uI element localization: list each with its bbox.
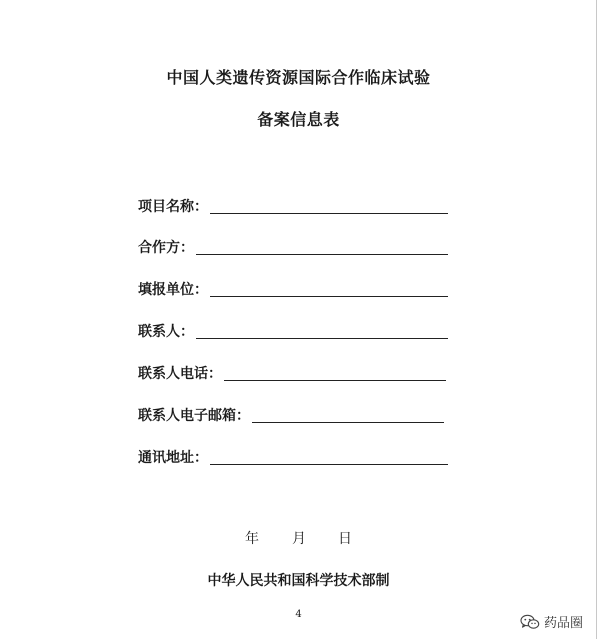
- fill-in-line[interactable]: [196, 338, 448, 339]
- fill-in-line[interactable]: [196, 254, 448, 255]
- fill-in-line[interactable]: [210, 213, 448, 214]
- watermark-text: 药品圈: [543, 616, 583, 631]
- field-reporting-unit: [138, 277, 448, 299]
- field-label: 联系人电话：: [138, 366, 222, 382]
- date-month-label: 月: [292, 531, 306, 547]
- field-label: 联系人电子邮箱：: [138, 408, 250, 424]
- fill-in-line[interactable]: [210, 296, 448, 297]
- document-subtitle: 备案信息表: [257, 110, 340, 129]
- fill-in-line[interactable]: [210, 464, 448, 465]
- fill-in-line[interactable]: [224, 380, 446, 381]
- document-title: 中国人类遗传资源国际合作临床试验: [166, 68, 431, 87]
- field-contact-email: [138, 403, 444, 425]
- field-label: 项目名称：: [138, 199, 208, 215]
- page-number: 4: [295, 609, 302, 620]
- wechat-icon: [520, 614, 540, 630]
- field-contact-phone: [138, 361, 446, 383]
- date-row: [0, 528, 597, 548]
- field-partner: [138, 235, 448, 257]
- field-mailing-address: [138, 445, 448, 467]
- date-year-label: 年: [245, 531, 259, 547]
- fill-in-line[interactable]: [252, 422, 444, 423]
- field-label: 联系人：: [138, 324, 194, 340]
- date-day-label: 日: [338, 531, 352, 547]
- field-contact-person: [138, 319, 448, 341]
- field-project-name: [138, 194, 448, 216]
- watermark: [520, 612, 583, 631]
- issuing-authority: 中华人民共和国科学技术部制: [207, 573, 390, 589]
- field-label: 填报单位：: [138, 282, 208, 298]
- field-label: 通讯地址：: [138, 450, 208, 466]
- field-label: 合作方：: [138, 240, 194, 256]
